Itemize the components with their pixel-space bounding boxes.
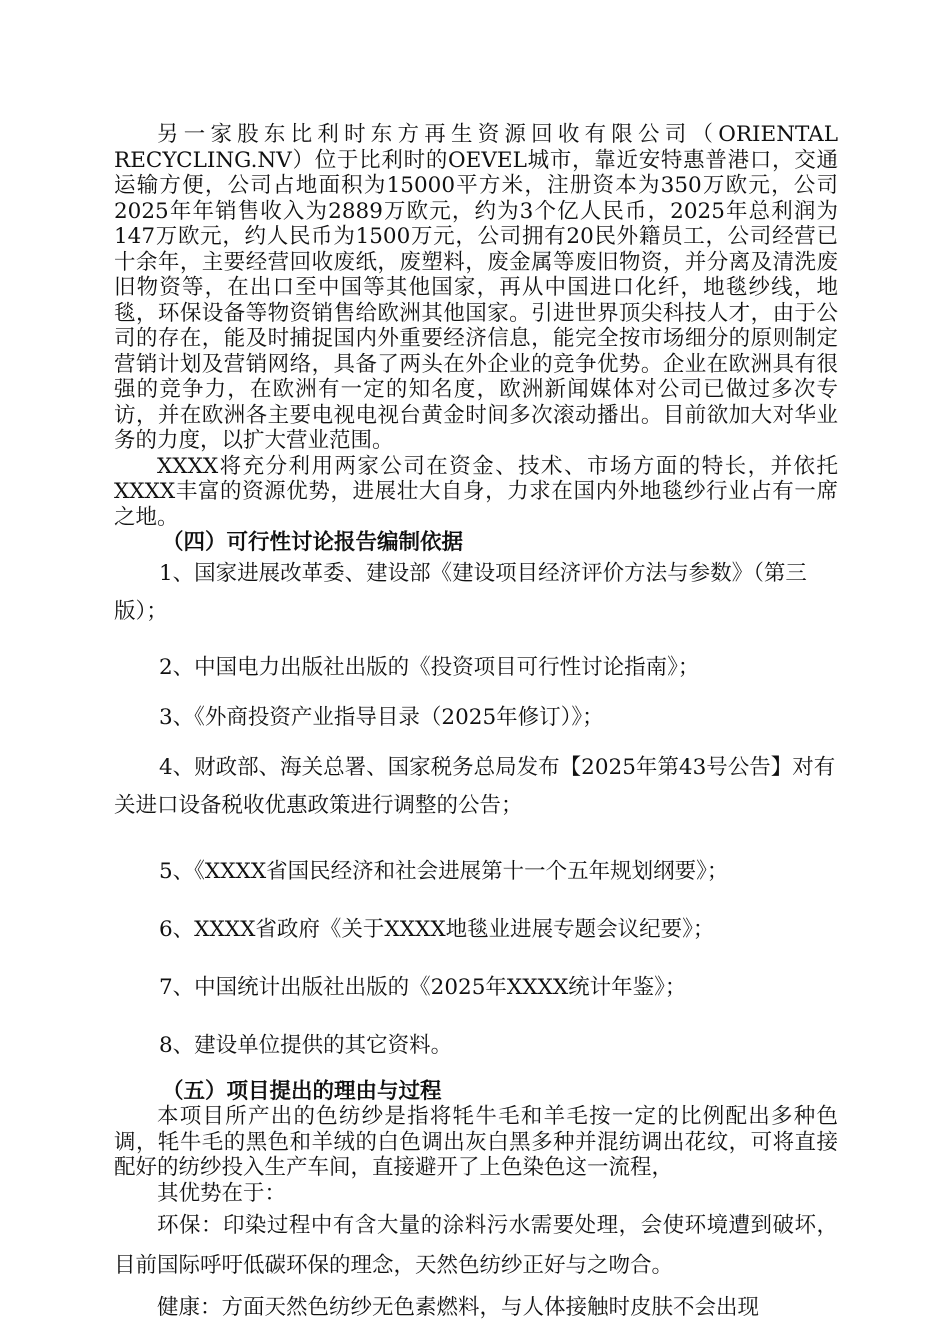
basis-item-5: 5、《XXXX省国民经济和社会进展第十一个五年规划纲要》； [159,859,729,884]
paragraph-environment: 环保：印染过程中有含大量的涂料污水需要处理，会使环境遭到破坏， 目前国际呼吁低碳环保的理念，天然色纺纱正好与之吻合。 [114,1213,838,1278]
basis-item-8: 8、建设单位提供的其它资料。 [159,1033,453,1058]
paragraph-synergy: XXXX将充分利用两家公司在资金、技术、市场方面的特长，并依托XXXX丰富的资源优势，进展壮大自身，力求在国内外地毯纱行业占有一席之地。 [114,453,838,530]
basis-item-3: 3、《外商投资产业指导目录（2025年修订）》； [159,705,604,730]
basis-item-7: 7、中国统计出版社出版的《2025年XXXX统计年鉴》； [159,975,687,1000]
document-page [114,122,838,1330]
section-heading-basis: （四）可行性讨论报告编制依据 [162,530,464,555]
basis-item-6: 6、XXXX省政府《关于XXXX地毯业进展专题会议纪要》； [159,917,715,942]
paragraph-health: 健康：方面天然色纺纱无色素燃料，与人体接触时皮肤不会出现 [157,1295,760,1320]
paragraph-product: 本项目所产出的色纺纱是指将牦牛毛和羊毛按一定的比例配出多种色调，牦牛毛的黑色和羊绒的白色调出灰白黑多种并混纺调出花纹，可将直接配好的纺纱投入生产车间，直接避开了上色染色这一流程， [114,1104,838,1180]
paragraph-advantage-intro: 其优势在于： [157,1180,287,1206]
basis-item-1: 1、国家进展改革委、建设部《建设项目经济评价方法与参数》（第三版）； [114,561,807,624]
section-heading-rationale: （五）项目提出的理由与过程 [162,1079,442,1104]
paragraph-shareholder: 另一家股东比利时东方再生资源回收有限公司（ORIENTAL RECYCLING.NV）位于比利时的OEVEL城市，靠近安特惠普港口，交通运输方便，公司占地面积为15000平方米，注册资本为350万欧元，公司2025年年销售收入为2889万欧元，约为3个亿人民币，2025年总利润为147万欧元，约人民币为1500万元，公司拥有20民外籍员工，公司经营已十余年，主要经营回收废纸，废塑料，废金属等废旧物资，并分离及清洗废旧物资等，在出口至中国等其他国家，再从中国进口化纤，地毯纱线，地毯，环保设备等物资销售给欧洲其他国家。引进世界顶尖科技人才，由于公司的存在，能及时捕捉国内外重要经济信息，能完全按市场细分的原则制定营销计划及营销网络，具备了两头在外企业的竞争优势。企业在欧洲具有很强的竞争力，在欧洲有一定的知名度，欧洲新闻媒体对公司已做过多次专访，并在欧洲各主要电视电视台黄金时间多次滚动播出。目前欲加大对华业务的力度，以扩大营业范围。 [114,122,838,453]
basis-item-4: 4、财政部、海关总署、国家税务总局发布【2025年第43号公告】对有关进口设备税收优惠政策进行调整的公告； [114,755,836,818]
basis-item-2: 2、中国电力出版社出版的《投资项目可行性讨论指南》； [159,655,700,680]
